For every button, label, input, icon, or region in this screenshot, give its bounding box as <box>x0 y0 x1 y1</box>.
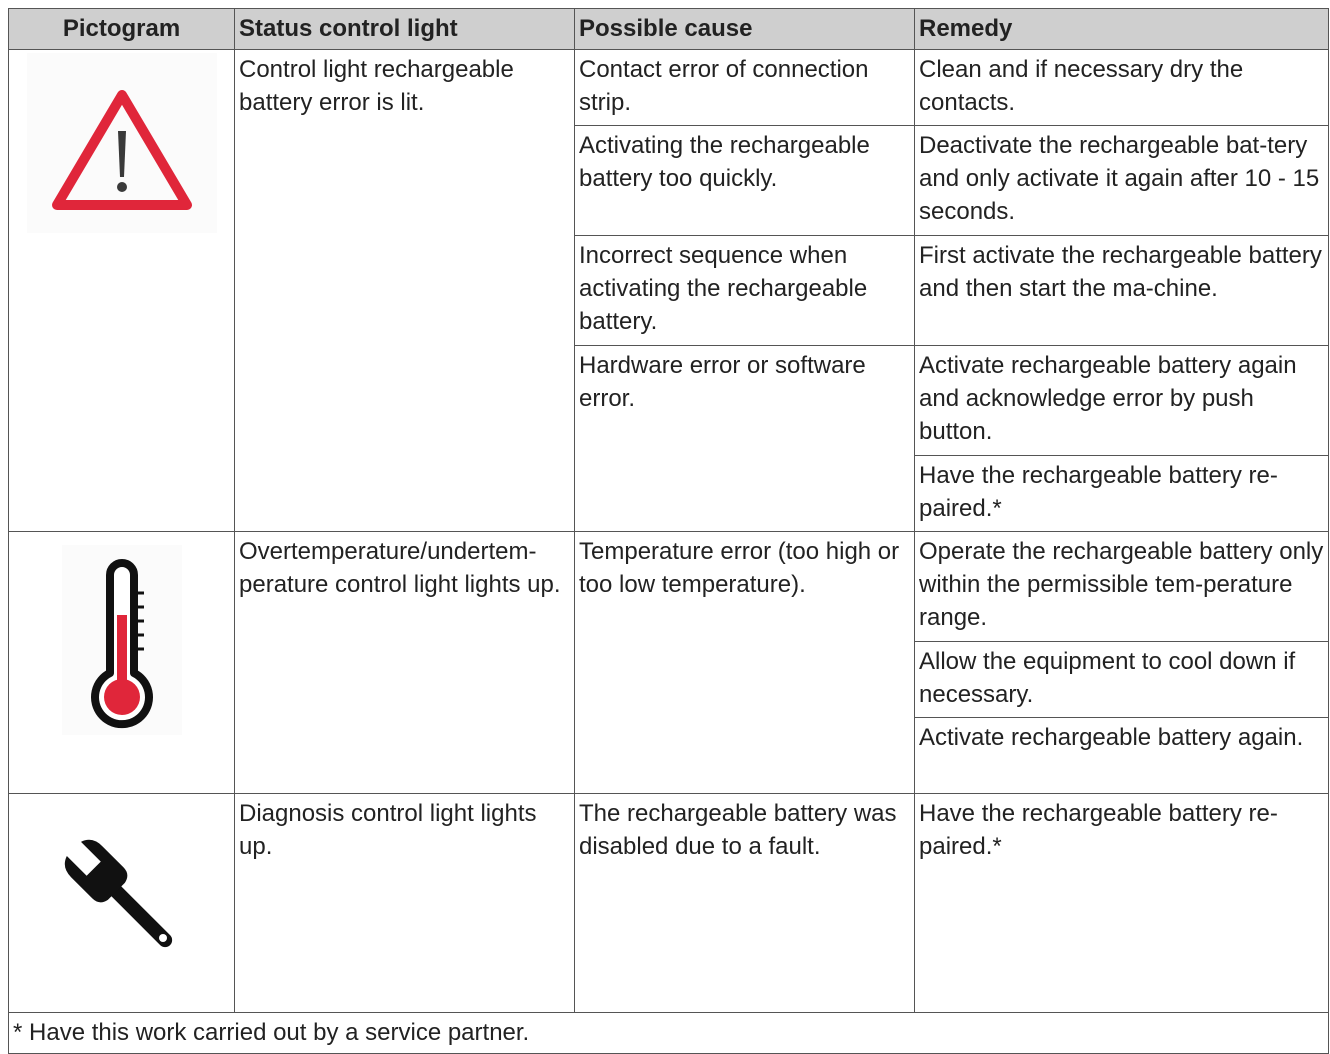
header-pictogram: Pictogram <box>9 9 235 50</box>
remedy-cell: Have the rechargeable battery re-paired.* <box>915 456 1329 532</box>
table-row <box>9 794 1329 1013</box>
cause-cell: Contact error of connection strip. <box>575 50 915 126</box>
cause-cell: Activating the rechargeable battery too quickly. <box>575 126 915 236</box>
pictogram-cell <box>9 532 235 794</box>
remedy-cell: Have the rechargeable battery re-paired.* <box>915 794 1329 1013</box>
table-row <box>9 532 1329 642</box>
table-header-row <box>9 9 1329 50</box>
pictogram-cell <box>9 50 235 532</box>
header-possible-cause: Possible cause <box>575 9 915 50</box>
table-row <box>9 50 1329 126</box>
troubleshooting-table <box>8 8 1329 1054</box>
status-cell: Control light rechargeable battery error is lit. <box>235 50 575 532</box>
cause-cell: Hardware error or software error. <box>575 346 915 532</box>
status-cell: Diagnosis control light lights up. <box>235 794 575 1013</box>
cause-cell: Temperature error (too high or too low temperature). <box>575 532 915 794</box>
pictogram-cell <box>9 794 235 1013</box>
cause-cell: Incorrect sequence when activating the rechargeable battery. <box>575 236 915 346</box>
remedy-cell: First activate the rechargeable battery and then start the ma-chine. <box>915 236 1329 346</box>
cause-cell: The rechargeable battery was disabled due to a fault. <box>575 794 915 1013</box>
remedy-cell: Activate rechargeable battery again. <box>915 718 1329 794</box>
header-remedy: Remedy <box>915 9 1329 50</box>
footnote: * Have this work carried out by a service partner. <box>9 1013 1329 1054</box>
remedy-cell: Operate the rechargeable battery only within the permissible tem-perature range. <box>915 532 1329 642</box>
wrench-icon <box>52 827 192 967</box>
remedy-cell: Clean and if necessary dry the contacts. <box>915 50 1329 126</box>
warning-triangle-icon <box>27 53 217 233</box>
remedy-cell: Allow the equipment to cool down if necessary. <box>915 642 1329 718</box>
thermometer-icon <box>62 545 182 735</box>
remedy-cell: Activate rechargeable battery again and acknowledge error by push button. <box>915 346 1329 456</box>
footnote-row <box>9 1013 1329 1054</box>
header-status-control-light: Status control light <box>235 9 575 50</box>
status-cell: Overtemperature/undertem-perature control light lights up. <box>235 532 575 794</box>
remedy-cell: Deactivate the rechargeable bat-tery and only activate it again after 10 - 15 seconds. <box>915 126 1329 236</box>
